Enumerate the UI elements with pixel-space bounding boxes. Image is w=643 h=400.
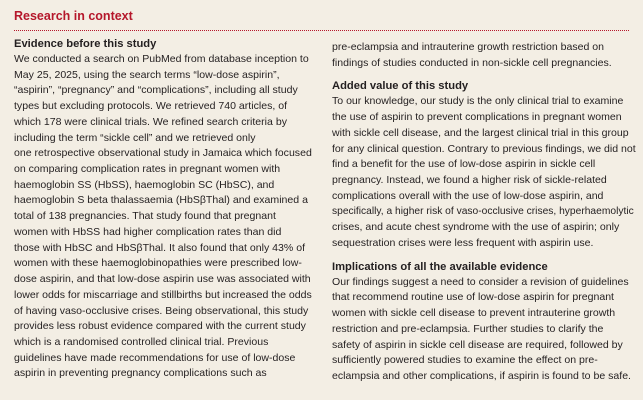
section-gap bbox=[332, 71, 634, 79]
text-line: findings of studies conducted in non-sickle cell pregnancies. bbox=[332, 56, 612, 69]
section-title-evidence-before: Evidence before this study bbox=[14, 38, 157, 50]
text-line: sufficiently powered studies to examine the effect on pre- bbox=[332, 354, 598, 367]
text-line: aspirin in preventing pregnancy complications such as bbox=[14, 367, 267, 380]
text-line: those with HbSC and HbSβThal. It also found that only 43% of bbox=[14, 241, 305, 254]
text-line: dose aspirin, and that low-dose aspirin use was associated with bbox=[14, 273, 311, 286]
text-line: complications overall with the use of low-dose aspirin, and bbox=[332, 189, 604, 202]
text-line: crises, and acute chest syndrome with the use of aspirin; only bbox=[332, 221, 620, 234]
text-line: total of 138 pregnancies. That study found that pregnant bbox=[14, 210, 276, 223]
implications-text bbox=[332, 275, 634, 385]
text-line: “aspirin”, “pregnancy” and “complications”, including all study bbox=[14, 84, 298, 97]
text-line: eclampsia and other complications, if aspirin is found to be safe. bbox=[332, 369, 631, 382]
text-line: the use of aspirin to prevent complications in pregnant women bbox=[332, 111, 622, 124]
text-line: May 25, 2025, using the search terms “low-dose aspirin”, bbox=[14, 68, 280, 81]
text-line: find a benefit for the use of low-dose aspirin in sickle cell bbox=[332, 158, 596, 171]
evidence-before-text bbox=[14, 52, 316, 382]
text-line: women with HbSS had higher complication rates than did bbox=[14, 225, 282, 238]
text-line: including the term “sickle cell” and we retrieved only bbox=[14, 131, 256, 144]
text-line: women with sickle cell disease to prevent intrauterine growth bbox=[332, 307, 616, 320]
text-line: which is a randomised controlled clinical trial. Previous bbox=[14, 335, 269, 348]
text-line: haemoglobin SS (HbSS), haemoglobin SC (HbSC), and bbox=[14, 178, 275, 191]
text-line: restriction and pre-eclampsia. Further studies to clarify the bbox=[332, 322, 604, 335]
text-line: haemoglobin S beta thalassaemia (HbSβThal) and examined a bbox=[14, 194, 308, 207]
text-line: provides less robust evidence compared with the current study bbox=[14, 320, 306, 333]
text-line: with sickle cell disease, and the largest clinical trial in this group bbox=[332, 126, 629, 139]
title-divider bbox=[14, 30, 629, 31]
text-line: safety of aspirin in sickle cell disease are required, followed by bbox=[332, 338, 623, 351]
panel-title: Research in context bbox=[14, 9, 133, 23]
text-line: on comparing complication rates in pregnant women with bbox=[14, 163, 281, 176]
text-line: sequestration crises were less frequent with aspirin use. bbox=[332, 236, 594, 249]
section-title-added-value: Added value of this study bbox=[332, 80, 469, 93]
text-line: one retrospective observational study in Jamaica which focused bbox=[14, 147, 312, 160]
text-line: lower odds for miscarriage and stillbirths but increased the odds bbox=[14, 288, 312, 301]
text-line: that recommend routine use of low-dose aspirin for pregnant bbox=[332, 291, 614, 304]
text-line: types but excluding protocols. We retrieved 740 articles, of bbox=[14, 100, 287, 113]
right-column bbox=[332, 40, 634, 385]
section-title-implications: Implications of all the available evidence bbox=[332, 260, 548, 273]
text-line: which 178 were clinical trials. We refined search criteria by bbox=[14, 115, 287, 128]
text-line: Our findings suggest a need to consider a revision of guidelines bbox=[332, 275, 629, 288]
evidence-before-continuation-text bbox=[332, 40, 634, 71]
text-line: guidelines have made recommendations for use of low-dose bbox=[14, 351, 296, 364]
text-line: pre-eclampsia and intrauterine growth restriction based on bbox=[332, 41, 605, 53]
text-line: of having vaso-occlusive crises. Being observational, this study bbox=[14, 304, 309, 317]
added-value-text bbox=[332, 94, 634, 251]
text-line: specifically, a higher risk of vaso-occlusive crises, hyperhaemolytic bbox=[332, 206, 634, 218]
text-line: We conducted a search on PubMed from database inception to bbox=[14, 53, 309, 65]
text-line: To our knowledge, our study is the only clinical trial to examine bbox=[332, 95, 624, 108]
text-line: for any clinical question. Contrary to previous findings, we did not bbox=[332, 142, 636, 155]
text-line: women with these haemoglobinopathies were prescribed low- bbox=[14, 257, 302, 270]
text-line: pregnancy. Instead, we found a higher risk of sickle-related bbox=[332, 174, 607, 187]
section-gap bbox=[332, 252, 634, 260]
left-column bbox=[14, 37, 316, 382]
